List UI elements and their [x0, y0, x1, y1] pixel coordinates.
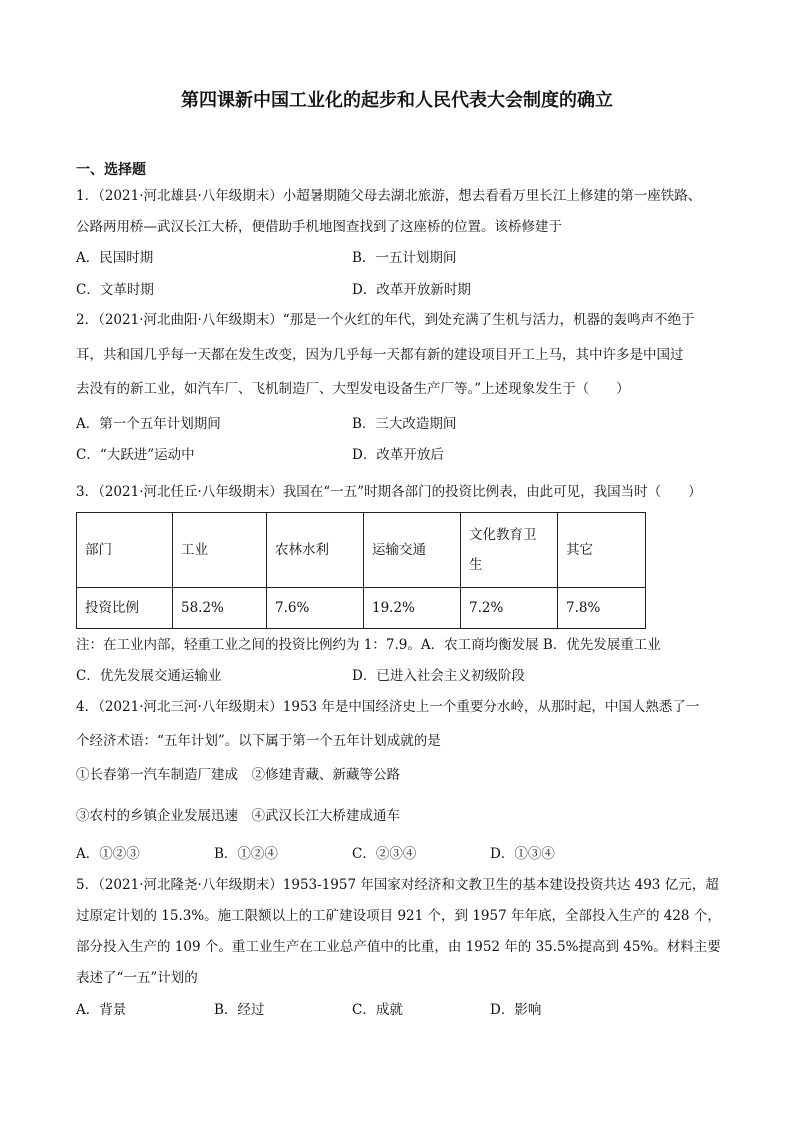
question-1-option-a: A．民国时期 [76, 250, 154, 266]
question-4-option-a: A．①②③ [76, 846, 140, 862]
table-cell: 文化教育卫生 [461, 513, 558, 588]
table-cell: 农林水利 [267, 513, 364, 588]
question-4-text-line-1: 4．（2021·河北三河·八年级期末）1953 年是中国经济史上一个重要分水岭，从那时起，中国人熟悉了一 [76, 699, 700, 715]
question-1-text-line-1: 1．（2021·河北雄县·八年级期末）小超暑期随父母去湖北旅游，想去看看万里长江上修建的第一座铁路、 [76, 188, 702, 204]
table-cell: 运输交通 [364, 513, 461, 588]
question-2-option-d: D．改革开放后 [352, 447, 444, 463]
question-2-text-line-3: 去没有的新工业，如汽车厂、飞机制造厂、大型发电设备生产厂等。”上述现象发生于（ ） [76, 381, 630, 397]
table-cell: 7.2% [461, 588, 558, 629]
investment-ratio-table [76, 512, 646, 629]
question-1-option-c: C．文革时期 [76, 282, 154, 298]
question-5-option-c: C．成就 [352, 1002, 403, 1018]
question-4-option-c: C．②③④ [352, 846, 417, 862]
question-2-text-line-1: 2．（2021·河北曲阳·八年级期末）“那是一个火红的年代，到处充满了生机与活力，机器的轰鸣声不绝于 [76, 312, 695, 328]
table-cell: 部门 [77, 513, 173, 588]
question-2-text-line-2: 耳，共和国几乎每一天都在发生改变，因为几乎每一天都有新的建设项目开工上马，其中许多是中国过 [76, 347, 684, 363]
question-5-option-a: A．背景 [76, 1002, 127, 1018]
question-2-option-b: B．三大改造期间 [352, 416, 457, 432]
question-3-note: 注：在工业内部，轻重工业之间的投资比例约为 1：7.9。A．农工商均衡发展 B．优先发展重工业 [76, 637, 661, 653]
question-4-items-line-1: ①长春第一汽车制造厂建成 ②修建青藏、新藏等公路 [76, 767, 400, 783]
question-1-text-line-2: 公路两用桥—武汉长江大桥，便借助手机地图查找到了这座桥的位置。该桥修建于 [76, 219, 562, 235]
table-cell: 19.2% [364, 588, 461, 629]
question-4-items-line-2: ③农村的乡镇企业发展迅速 ④武汉长江大桥建成通车 [76, 808, 400, 824]
question-1-option-d: D．改革开放新时期 [352, 282, 471, 298]
question-1-option-b: B．一五计划期间 [352, 250, 457, 266]
question-3-option-c: C．优先发展交通运输业 [76, 668, 222, 684]
table-cell: 其它 [558, 513, 646, 588]
question-2-option-c: C．“大跃进”运动中 [76, 447, 195, 463]
question-2-option-a: A．第一个五年计划期间 [76, 416, 221, 432]
question-4-text-line-2: 个经济术语：“五年计划”。以下属于第一个五年计划成就的是 [76, 733, 441, 749]
question-5-text-line-2: 过原定计划的 15.3%。施工限额以上的工矿建设项目 921 个，到 1957 年年底，全部投入生产的 428 个， [76, 908, 721, 924]
table-row [77, 588, 646, 629]
question-5-text-line-3: 部分投入生产的 109 个。重工业生产在工业总产值中的比重，由 1952 年的 35.5%提高到 45%。材料主要 [76, 939, 721, 955]
table-cell: 投资比例 [77, 588, 173, 629]
table-cell: 工业 [173, 513, 267, 588]
question-3-text-line-1: 3．（2021·河北任丘·八年级期末）我国在“一五”时期各部门的投资比例表，由此可见，我国当时（ ） [76, 484, 702, 500]
table-cell: 7.6% [267, 588, 364, 629]
table-header-row [77, 513, 646, 588]
question-5-option-d: D．影响 [490, 1002, 542, 1018]
question-3-option-d: D．已进入社会主义初级阶段 [352, 668, 525, 684]
table-cell: 58.2% [173, 588, 267, 629]
question-4-option-b: B．①②④ [214, 846, 278, 862]
question-5-option-b: B．经过 [214, 1002, 265, 1018]
question-5-text-line-4: 表述了“一五”计划的 [76, 970, 198, 986]
question-5-text-line-1: 5．（2021·河北隆尧·八年级期末）1953-1957 年国家对经济和文教卫生的基本建设投资共达 493 亿元，超 [76, 877, 719, 893]
section-heading: 一、选择题 [76, 162, 146, 178]
table-cell: 7.8% [558, 588, 646, 629]
question-4-option-d: D．①③④ [490, 846, 555, 862]
page-title: 第四课新中国工业化的起步和人民代表大会制度的确立 [181, 90, 613, 111]
